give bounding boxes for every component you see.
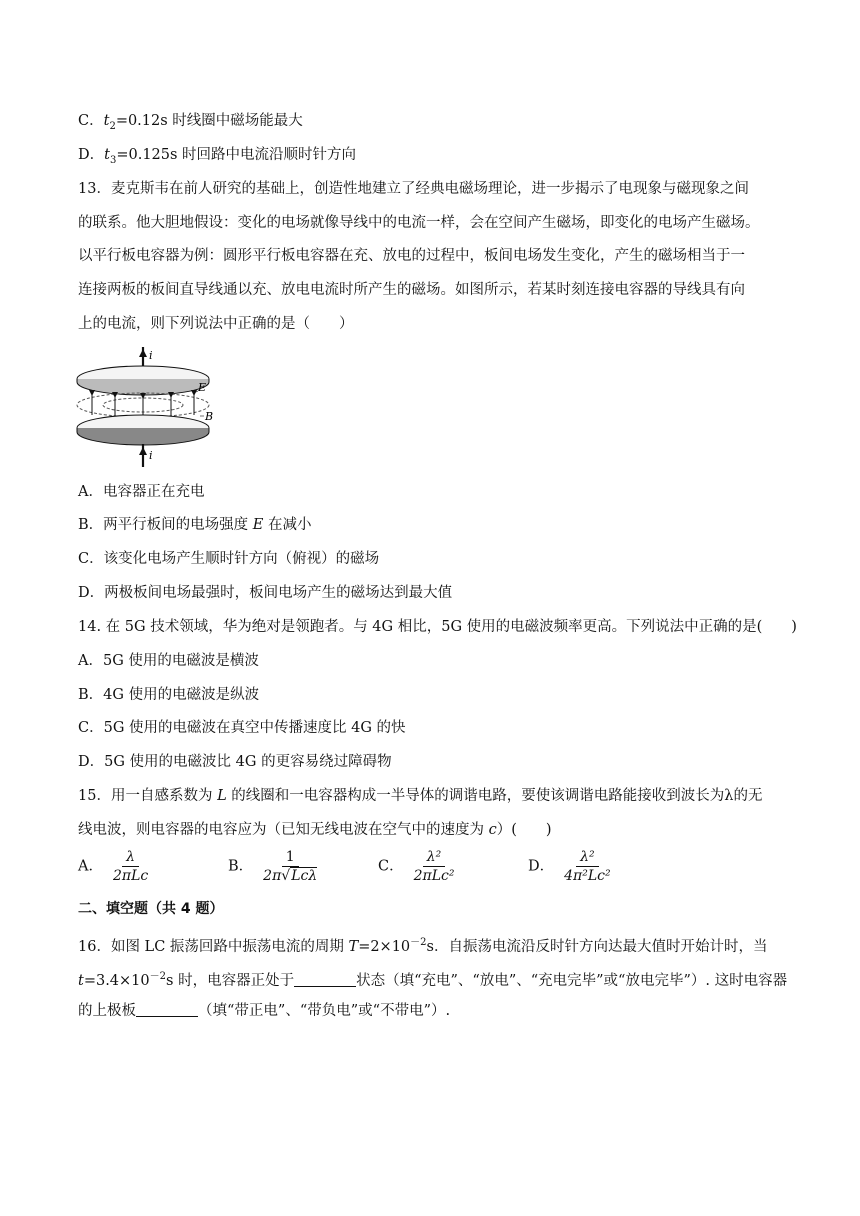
q15-stem-line1: 15．用一自感系数为 L 的线圈和一电容器构成一半导体的调谐电路，要使该调谐电路能接收到波长为λ的无 xyxy=(78,788,763,804)
q13-option-a: A．电容器正在充电 xyxy=(78,484,205,500)
q15-stem-line2: 线电波，则电容器的电容应为（已知无线电波在空气中的速度为 c）( ) xyxy=(78,822,552,838)
q16-line1: 16．如图 LC 振荡回路中振荡电流的周期 $T=2\times 10^{-2}s$．自振荡电流沿反时针方向达最大值时开始计时，当 xyxy=(78,937,768,955)
q13-stem-line2: 的联系。他大胆地假设：变化的电场就像导线中的电流一样，会在空间产生磁场，即变化的电场产生磁场。 xyxy=(78,215,760,231)
capacitor-figure xyxy=(70,345,220,470)
q15-option-b: B． $\frac{1}{\text{2π√Lcλ}}$ xyxy=(228,849,318,884)
answer-blank-2[interactable] xyxy=(136,1002,198,1017)
q15-option-a: A． $\frac{\lambda}{\text{2πLc}}$ xyxy=(78,849,149,884)
answer-blank-1[interactable] xyxy=(294,972,356,987)
q13-option-c: C．该变化电场产生顺时针方向（俯视）的磁场 xyxy=(78,551,380,567)
q14-option-a: A．5G 使用的电磁波是横波 xyxy=(78,653,259,669)
section-title: 二、填空题（共 4 题） xyxy=(78,901,224,917)
figure-label-e: E xyxy=(198,381,207,394)
q12-option-d: D．$t_3=0.125s$ 时回路中电流沿顺时针方向 xyxy=(78,147,357,166)
q16-line2: $t=3.4\times 10^{-2}s$ 时，电容器正处于 状态（填“充电”、“放电”、“充电完毕”或“放电完毕”）. 这时电容器 xyxy=(78,971,788,989)
q15-option-d: D． $\frac{\text{λ²}}{\text{4π²Lc²}}$ xyxy=(528,849,611,884)
q13-option-d: D．两极板间电场最强时，板间电场产生的磁场达到最大值 xyxy=(78,585,453,601)
q16-line3: 的上极板 （填“带正电”、“带负电”或“不带电”）. xyxy=(78,1003,451,1019)
q14-stem: 14. 在 5G 技术领域，华为绝对是领跑者。与 4G 相比，5G 使用的电磁波频率更高。下列说法中正确的是( ) xyxy=(78,619,797,635)
q13-stem-line3: 以平行板电容器为例：圆形平行板电容器在充、放电的过程中，板间电场发生变化，产生的磁场相当于一 xyxy=(78,248,745,264)
q14-option-c: C．5G 使用的电磁波在真空中传播速度比 4G 的快 xyxy=(78,720,406,736)
q13-stem-line4: 连接两板的板间直导线通以充、放电电流时所产生的磁场。如图所示，若某时刻连接电容器的导线具有向 xyxy=(78,282,745,298)
q12-option-c: C．$t_2=0.12s$ 时线圈中磁场能最大 xyxy=(78,113,303,132)
figure-label-b: B xyxy=(205,410,214,423)
figure-label-i-top: i xyxy=(149,349,153,362)
figure-label-i-bottom: i xyxy=(149,449,153,462)
q13-stem-line5: 上的电流，则下列说法中正确的是（ ） xyxy=(78,316,354,332)
q14-option-d: D．5G 使用的电磁波比 4G 的更容易绕过障碍物 xyxy=(78,754,392,770)
q14-option-b: B．4G 使用的电磁波是纵波 xyxy=(78,687,260,703)
q13-option-b: B．两平行板间的电场强度 E 在减小 xyxy=(78,517,312,533)
q13-stem-line1: 13．麦克斯韦在前人研究的基础上，创造性地建立了经典电磁场理论，进一步揭示了电现象与磁现象之间 xyxy=(78,181,749,197)
q15-option-c: C． $\frac{\text{λ²}}{\text{2πLc²}}$ xyxy=(378,849,455,884)
